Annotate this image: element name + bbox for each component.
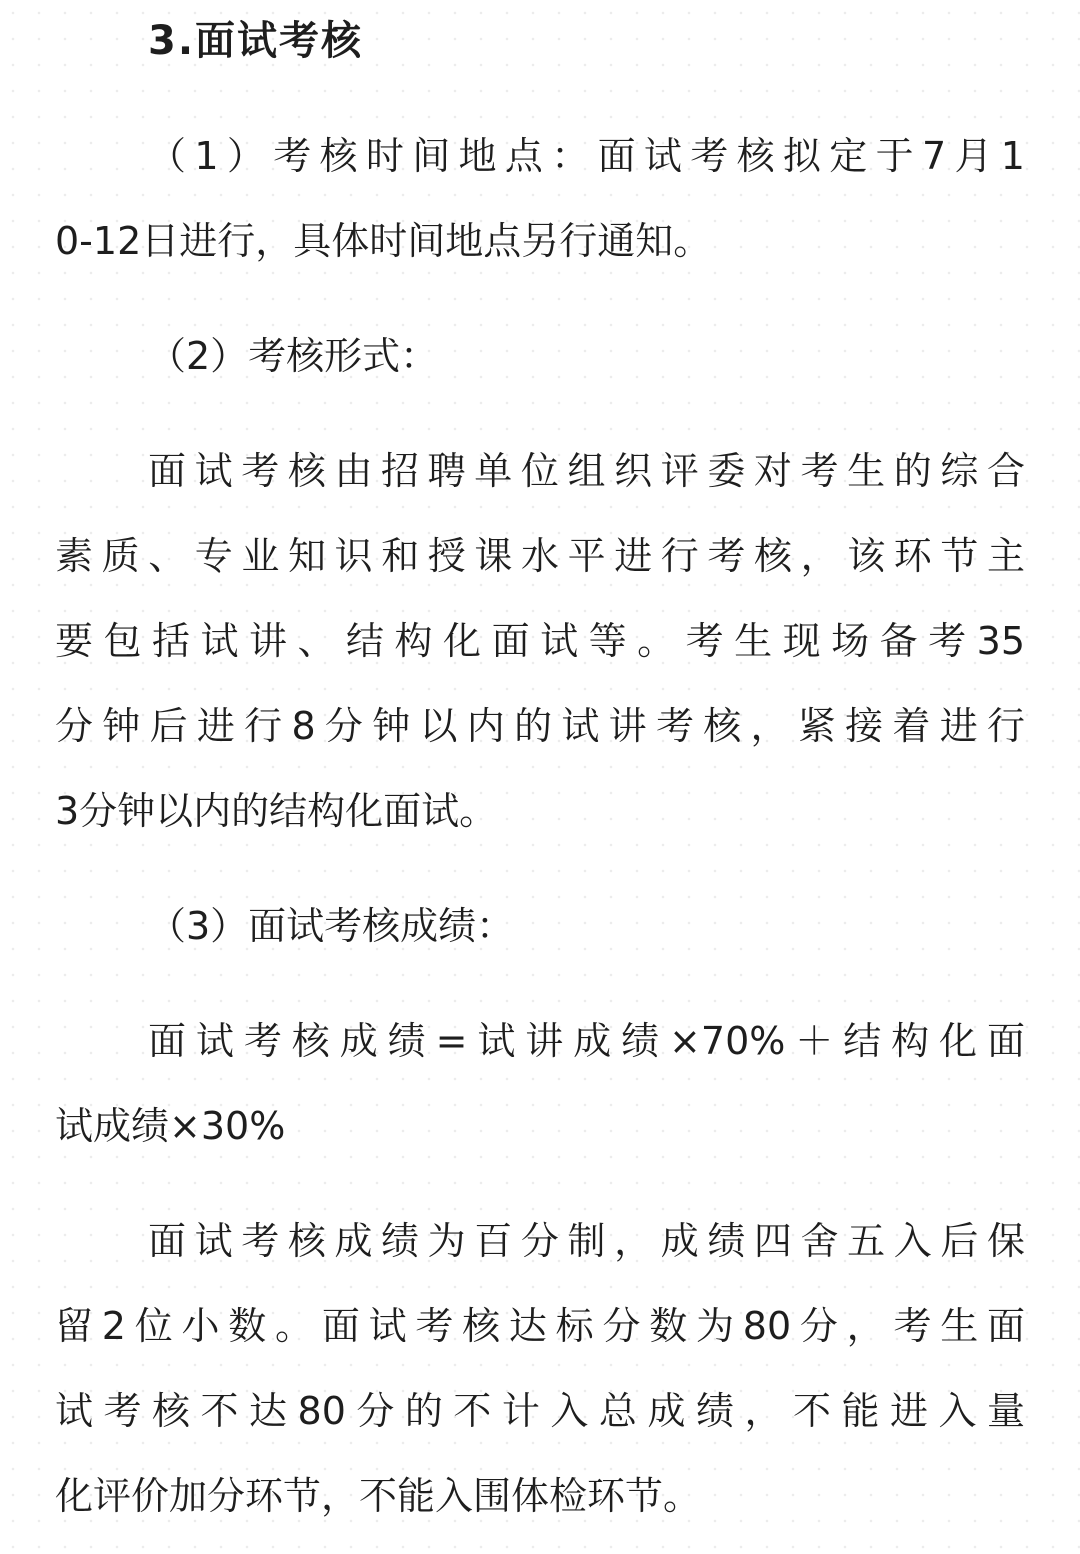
paragraph-line: 分钟后进行8分钟以内的试讲考核，紧接着进行: [55, 704, 1025, 748]
paragraph-line: （2）考核形式：: [148, 334, 439, 378]
paragraph-line: 化评价加分环节，不能入围体检环节。: [55, 1474, 702, 1518]
paragraph-line: （3）面试考核成绩：: [148, 904, 515, 948]
section-heading: 3.面试考核: [148, 18, 364, 64]
paragraph-line: 要包括试讲、结构化面试等。考生现场备考35: [55, 619, 1025, 663]
paragraph-line: 试考核不达80分的不计入总成绩，不能进入量: [55, 1389, 1025, 1433]
paragraph-line: （1）考核时间地点：面试考核拟定于7月1: [148, 134, 1025, 178]
paragraph-line: 面试考核成绩=试讲成绩×70%＋结构化面: [148, 1019, 1025, 1063]
paragraph-line: 3分钟以内的结构化面试。: [55, 789, 498, 833]
paragraph-line: 留2位小数。面试考核达标分数为80分，考生面: [55, 1304, 1025, 1348]
paragraph-line: 试成绩×30%: [55, 1104, 286, 1148]
paragraph-line: 素质、专业知识和授课水平进行考核，该环节主: [55, 534, 1025, 578]
paragraph-line: 面试考核由招聘单位组织评委对考生的综合: [148, 449, 1025, 493]
paragraph-line: 0-12日进行，具体时间地点另行通知。: [55, 219, 712, 263]
paragraph-line: 面试考核成绩为百分制，成绩四舍五入后保: [148, 1219, 1025, 1263]
